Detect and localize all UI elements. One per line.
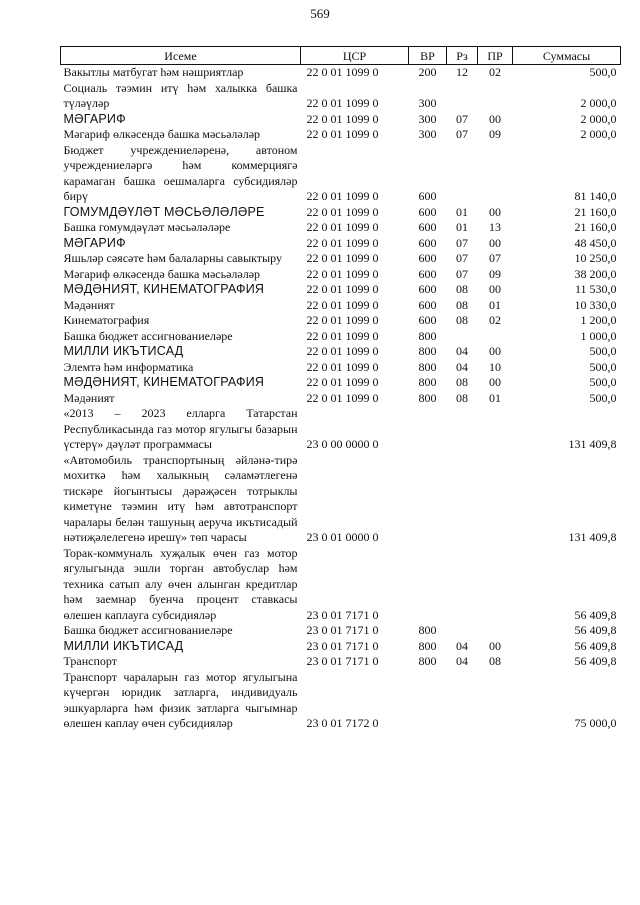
row-vr-cell: 800 — [418, 638, 437, 653]
row-vr-cell: 600 — [418, 235, 437, 250]
row-csr-cell: 22 0 01 1099 0 — [306, 313, 379, 327]
row-sum-cell: 21 160,0 — [574, 204, 617, 219]
row-vr-cell: 800 — [418, 623, 437, 637]
row-vr-cell: 600 — [418, 204, 437, 219]
row-pr-cell — [478, 670, 513, 732]
row-name-cell: Торак-коммуналь хуҗалык өчен газ мотор ягулыгында эшли торган автобуслар һәм техника сатып алу өчен алынган кредитлар һәм заемнар буенча процент ставкасы өлешен каплауга субсидияләр — [63, 545, 298, 622]
header-rz: Рз — [447, 47, 478, 65]
row-csr-cell: 23 0 01 7171 0 — [306, 623, 379, 637]
row-rz-cell — [447, 143, 478, 205]
row-pr-cell: 01 — [489, 390, 501, 405]
row-vr-cell: 600 — [418, 266, 437, 281]
row-sum-cell: 2 000,0 — [580, 127, 617, 141]
row-pr-cell: 00 — [489, 111, 501, 126]
row-rz-cell — [447, 670, 478, 732]
table-row — [61, 267, 621, 283]
row-sum-cell: 500,0 — [589, 359, 617, 374]
table-row — [61, 453, 621, 546]
row-sum-cell: 2 000,0 — [580, 111, 617, 126]
row-vr-cell: 300 — [418, 96, 437, 110]
row-name-cell: Башка гомумдәүләт мәсьәләләре — [63, 220, 231, 234]
row-csr-cell: 22 0 01 1099 0 — [306, 359, 379, 374]
row-csr-cell: 22 0 01 1099 0 — [306, 266, 379, 281]
table-row — [61, 205, 621, 221]
row-sum-cell: 131 409,8 — [568, 437, 617, 451]
row-pr-cell: 00 — [489, 638, 501, 653]
row-name-cell: Транспорт — [63, 654, 117, 668]
row-rz-cell: 01 — [456, 204, 468, 219]
header-name: Исеме — [61, 47, 301, 65]
table-row — [61, 639, 621, 655]
row-rz-cell: 12 — [456, 65, 468, 79]
row-csr-cell: 23 0 00 0000 0 — [306, 437, 379, 451]
header-row — [61, 47, 621, 65]
row-name-cell: МИЛЛИ ИКЪТИСАД — [63, 344, 184, 358]
row-vr-cell: 600 — [418, 297, 437, 312]
row-pr-cell — [478, 81, 513, 112]
row-csr-cell: 23 0 01 7171 0 — [306, 638, 379, 653]
row-rz-cell: 04 — [456, 638, 468, 653]
row-csr-cell: 22 0 01 1099 0 — [306, 251, 379, 265]
table-row — [61, 65, 621, 81]
table-row — [61, 546, 621, 624]
header-csr: ЦСР — [301, 47, 409, 65]
row-rz-cell: 07 — [456, 127, 468, 141]
row-vr-cell: 600 — [418, 313, 437, 327]
row-name-cell: Элемтә һәм информатика — [63, 359, 194, 374]
row-name-cell: ГОМУМДӘҮЛӘТ МӘСЬӘЛӘЛӘРЕ — [63, 204, 265, 219]
row-rz-cell — [447, 623, 478, 639]
table-row — [61, 375, 621, 391]
row-rz-cell: 07 — [456, 111, 468, 126]
row-pr-cell: 00 — [489, 375, 501, 389]
row-pr-cell: 00 — [489, 235, 501, 250]
row-rz-cell: 04 — [456, 359, 468, 374]
row-name-cell: «2013 – 2023 елларга Татарстан Республикасында газ мотор ягулыгы базарын үстерү» дәүләт программасы — [63, 406, 298, 451]
table-row — [61, 406, 621, 453]
row-name-cell: Башка бюджет ассигнованиеләре — [63, 623, 233, 637]
row-vr-cell: 600 — [418, 189, 437, 203]
row-csr-cell: 22 0 01 1099 0 — [306, 96, 379, 110]
table-row — [61, 391, 621, 407]
row-pr-cell: 07 — [489, 251, 501, 265]
table-row — [61, 143, 621, 205]
row-name-cell: МӘДӘНИЯТ, КИНЕМАТОГРАФИЯ — [63, 282, 265, 296]
budget-table-container — [60, 46, 620, 732]
row-pr-cell: 02 — [489, 65, 501, 79]
row-sum-cell: 21 160,0 — [574, 220, 617, 234]
row-csr-cell: 23 0 01 7171 0 — [306, 654, 379, 668]
row-pr-cell: 10 — [489, 359, 501, 374]
row-name-cell: МӘДӘНИЯТ, КИНЕМАТОГРАФИЯ — [63, 375, 265, 389]
row-csr-cell: 22 0 01 1099 0 — [306, 297, 379, 312]
row-rz-cell: 08 — [456, 390, 468, 405]
row-vr-cell: 800 — [418, 654, 437, 668]
row-name-cell: Мәгариф өлкәсендә башка мәсьәләләр — [63, 127, 261, 141]
row-name-cell: Кинематография — [63, 313, 150, 327]
row-csr-cell: 22 0 01 1099 0 — [306, 220, 379, 234]
row-sum-cell: 1 200,0 — [580, 313, 617, 327]
row-vr-cell: 300 — [418, 127, 437, 141]
row-pr-cell — [478, 143, 513, 205]
row-pr-cell — [478, 546, 513, 624]
table-row — [61, 236, 621, 252]
row-name-cell: Мәгариф өлкәсендә башка мәсьәләләр — [63, 266, 261, 281]
row-sum-cell: 131 409,8 — [568, 530, 617, 544]
row-pr-cell: 13 — [489, 220, 501, 234]
row-pr-cell — [478, 453, 513, 546]
table-row — [61, 251, 621, 267]
row-rz-cell: 08 — [456, 313, 468, 327]
row-rz-cell: 07 — [456, 251, 468, 265]
row-rz-cell: 04 — [456, 344, 468, 358]
row-vr-cell: 800 — [418, 390, 437, 405]
row-vr-cell: 800 — [418, 359, 437, 374]
table-row — [61, 654, 621, 670]
row-pr-cell: 00 — [489, 344, 501, 358]
row-pr-cell: 08 — [489, 654, 501, 668]
row-rz-cell: 04 — [456, 654, 468, 668]
row-name-cell: Социаль тәэмин итү һәм халыкка башка түләүләр — [63, 80, 298, 110]
row-name-cell: «Автомобиль транспортының әйләнә-тирә мохиткә һәм халыкның сәламәтлегенә тискәре йогынтысы дәрәҗәсен тотрыклы киметүне тәэмин итү һәм автотранспорт чаралары белән ташуның аеруча икътисадый нәтиҗәлелегенә ирешү» төп чарасы — [63, 452, 298, 544]
row-sum-cell: 81 140,0 — [574, 189, 617, 203]
row-sum-cell: 500,0 — [589, 344, 617, 358]
table-row — [61, 344, 621, 360]
row-sum-cell: 10 330,0 — [574, 297, 617, 312]
row-sum-cell: 11 530,0 — [574, 282, 617, 296]
row-name-cell: Яшьләр сәясәте һәм балаларны савыктыру — [63, 251, 282, 265]
row-sum-cell: 48 450,0 — [574, 235, 617, 250]
row-name-cell: МӘГАРИФ — [63, 111, 126, 126]
row-csr-cell: 22 0 01 1099 0 — [306, 111, 379, 126]
row-rz-cell — [447, 453, 478, 546]
row-csr-cell: 22 0 01 1099 0 — [306, 375, 379, 389]
header-pr: ПР — [478, 47, 513, 65]
row-name-cell: Транспорт чараларын газ мотор ягулыгына күчергән юридик затларга, индивидуаль эшкуарларга һәм физик затларга чыгымнар өлешен каплау өчен субсидияләр — [63, 669, 298, 730]
header-vr: ВР — [409, 47, 447, 65]
row-vr-cell: 800 — [418, 375, 437, 389]
row-sum-cell: 2 000,0 — [580, 96, 617, 110]
row-csr-cell: 22 0 01 1099 0 — [306, 204, 379, 219]
row-pr-cell: 00 — [489, 282, 501, 296]
table-row — [61, 298, 621, 314]
row-csr-cell: 22 0 01 1099 0 — [306, 127, 379, 141]
table-header — [61, 47, 621, 65]
row-csr-cell: 23 0 01 0000 0 — [306, 530, 379, 544]
row-pr-cell: 09 — [489, 127, 501, 141]
row-vr-cell: 200 — [418, 65, 437, 79]
budget-table — [60, 46, 621, 732]
row-name-cell: МӘГАРИФ — [63, 235, 126, 250]
row-rz-cell — [447, 546, 478, 624]
table-row — [61, 282, 621, 298]
row-name-cell: Мәдәният — [63, 297, 115, 312]
table-row — [61, 112, 621, 128]
table-row — [61, 127, 621, 143]
row-rz-cell: 07 — [456, 266, 468, 281]
row-rz-cell: 01 — [456, 220, 468, 234]
row-sum-cell: 500,0 — [589, 375, 617, 389]
row-vr-cell — [409, 670, 447, 732]
row-vr-cell: 600 — [418, 282, 437, 296]
row-vr-cell — [409, 406, 447, 453]
row-rz-cell: 08 — [456, 375, 468, 389]
row-rz-cell — [447, 406, 478, 453]
row-vr-cell: 800 — [418, 328, 437, 343]
row-csr-cell: 22 0 01 1099 0 — [306, 235, 379, 250]
row-rz-cell: 08 — [456, 282, 468, 296]
row-sum-cell: 38 200,0 — [574, 266, 617, 281]
row-sum-cell: 75 000,0 — [574, 716, 617, 730]
row-vr-cell: 300 — [418, 111, 437, 126]
row-vr-cell: 600 — [418, 220, 437, 234]
table-body — [61, 65, 621, 732]
header-sum: Суммасы — [513, 47, 621, 65]
row-csr-cell: 22 0 01 1099 0 — [306, 344, 379, 358]
page-number: 569 — [310, 6, 330, 21]
row-pr-cell: 02 — [489, 313, 501, 327]
table-row — [61, 623, 621, 639]
row-name-cell: Вакытлы матбугат һәм нәшриятлар — [63, 65, 244, 79]
row-vr-cell: 600 — [418, 251, 437, 265]
row-sum-cell: 56 409,8 — [574, 607, 617, 622]
row-vr-cell: 800 — [418, 344, 437, 358]
row-sum-cell: 500,0 — [589, 390, 617, 405]
table-row — [61, 81, 621, 112]
table-row — [61, 329, 621, 345]
row-pr-cell: 09 — [489, 266, 501, 281]
row-csr-cell: 22 0 01 1099 0 — [306, 65, 379, 79]
row-vr-cell — [409, 546, 447, 624]
row-name-cell: Бюджет учреждениеләренә, автоном учреждениеләргә һәм коммерциягә карамаган башка оешмаларга субсидияләр бирү — [63, 142, 298, 203]
table-row — [61, 670, 621, 732]
row-rz-cell — [447, 329, 478, 345]
table-row — [61, 313, 621, 329]
row-csr-cell: 22 0 01 1099 0 — [306, 282, 379, 296]
row-sum-cell: 1 000,0 — [580, 328, 617, 343]
row-rz-cell — [447, 81, 478, 112]
row-pr-cell — [478, 329, 513, 345]
row-pr-cell: 00 — [489, 204, 501, 219]
row-name-cell: Башка бюджет ассигнованиеләре — [63, 328, 233, 343]
row-pr-cell: 01 — [489, 297, 501, 312]
table-row — [61, 360, 621, 376]
row-csr-cell: 22 0 01 1099 0 — [306, 328, 379, 343]
row-pr-cell — [478, 406, 513, 453]
row-sum-cell: 56 409,8 — [574, 654, 617, 668]
row-rz-cell: 07 — [456, 235, 468, 250]
row-pr-cell — [478, 623, 513, 639]
table-row — [61, 220, 621, 236]
row-name-cell: Мәдәният — [63, 390, 115, 405]
row-sum-cell: 56 409,8 — [574, 638, 617, 653]
row-csr-cell: 23 0 01 7171 0 — [306, 607, 379, 622]
row-sum-cell: 500,0 — [589, 65, 617, 79]
row-csr-cell: 22 0 01 1099 0 — [306, 390, 379, 405]
row-name-cell: МИЛЛИ ИКЪТИСАД — [63, 638, 184, 653]
row-sum-cell: 56 409,8 — [574, 623, 617, 637]
row-csr-cell: 22 0 01 1099 0 — [306, 189, 379, 203]
row-rz-cell: 08 — [456, 297, 468, 312]
row-vr-cell — [409, 453, 447, 546]
row-csr-cell: 23 0 01 7172 0 — [306, 716, 379, 730]
row-sum-cell: 10 250,0 — [574, 251, 617, 265]
